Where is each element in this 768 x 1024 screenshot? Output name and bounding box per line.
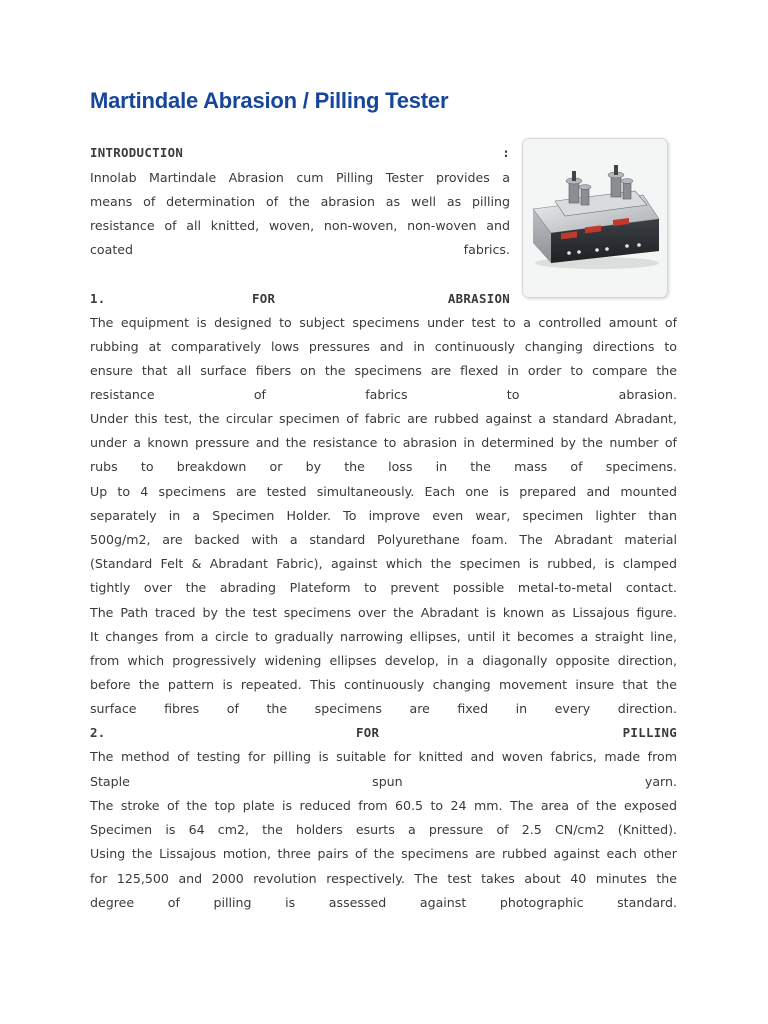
paragraph-line: Staple spun yarn.: [90, 774, 677, 789]
paragraph-line: 500g/m2, are backed with a standard Polyurethane foam. The Abradant material: [90, 532, 677, 547]
paragraph-line: separately in a Specimen Holder. To improve even wear, specimen lighter than: [90, 508, 677, 523]
intro-line: resistance of all knitted, woven, non-woven, non-woven and: [90, 218, 510, 233]
section-word: ABRASION: [447, 291, 510, 306]
paragraph-line: tightly over the abrading Plateform to prevent possible metal-to-metal contact.: [90, 580, 677, 595]
section-word: PILLING: [622, 725, 677, 740]
paragraph-line: Specimen is 64 cm2, the holders esurts a pressure of 2.5 CN/cm2 (Knitted).: [90, 822, 677, 837]
paragraph-line: The method of testing for pilling is suitable for knitted and woven fabrics, made from: [90, 749, 677, 764]
section-heading-abrasion: [90, 287, 510, 311]
paragraph-line: for 125,500 and 2000 revolution respectively. The test takes about 40 minutes the: [90, 871, 677, 886]
paragraph-line: rubbing at comparatively lows pressures and in continuously changing directions to: [90, 339, 677, 354]
paragraph-line: resistance of fabrics to abrasion.: [90, 387, 677, 402]
paragraph-line: (Standard Felt & Abradant Fabric), against which the specimen is rubbed, is clamped: [90, 556, 677, 571]
paragraph-line: under a known pressure and the resistance to abrasion in determined by the number of: [90, 435, 677, 450]
section-word: FOR: [356, 725, 380, 740]
paragraph-line: Up to 4 specimens are tested simultaneously. Each one is prepared and mounted: [90, 484, 677, 499]
paragraph-line: surface fibres of the specimens are fixed in every direction.: [90, 701, 677, 716]
paragraph-line: rubs to breakdown or by the loss in the mass of specimens.: [90, 459, 677, 474]
intro-line: coated fabrics.: [90, 242, 510, 257]
product-photo: [522, 138, 668, 298]
paragraph-line: The stroke of the top plate is reduced from 60.5 to 24 mm. The area of the exposed: [90, 798, 677, 813]
intro-line: Innolab Martindale Abrasion cum Pilling Tester provides a: [90, 170, 510, 185]
intro-line: means of determination of the abrasion as well as pilling: [90, 194, 510, 209]
paragraph-line: The Path traced by the test specimens over the Abradant is known as Lissajous figure.: [90, 605, 677, 620]
paragraph-line: degree of pilling is assessed against photographic standard.: [90, 895, 677, 910]
martindale-tester-image: [523, 139, 667, 297]
section-number: 2.: [90, 725, 106, 740]
intro-heading-row: [90, 141, 510, 165]
paragraph-line: Under this test, the circular specimen of fabric are rubbed against a standard Abradant,: [90, 411, 677, 426]
paragraph-line: from which progressively widening ellipses develop, in a diagonally opposite direction,: [90, 653, 677, 668]
intro-heading-colon: :: [502, 145, 510, 160]
section-heading-pilling: [90, 721, 677, 745]
page-title: Martindale Abrasion / Pilling Tester: [90, 88, 449, 113]
section-word: FOR: [252, 291, 276, 306]
paragraph-line: It changes from a circle to gradually narrowing ellipses, until it becomes a straight line,: [90, 629, 677, 644]
intro-heading: INTRODUCTION: [90, 145, 184, 160]
paragraph-line: before the pattern is repeated. This continuously changing movement insure that the: [90, 677, 677, 692]
paragraph-line: The equipment is designed to subject specimens under test to a controlled amount of: [90, 315, 677, 330]
paragraph-line: ensure that all surface fibers on the specimens are flexed in order to compare the: [90, 363, 677, 378]
paragraph-line: Using the Lissajous motion, three pairs of the specimens are rubbed against each other: [90, 846, 677, 861]
section-number: 1.: [90, 291, 106, 306]
